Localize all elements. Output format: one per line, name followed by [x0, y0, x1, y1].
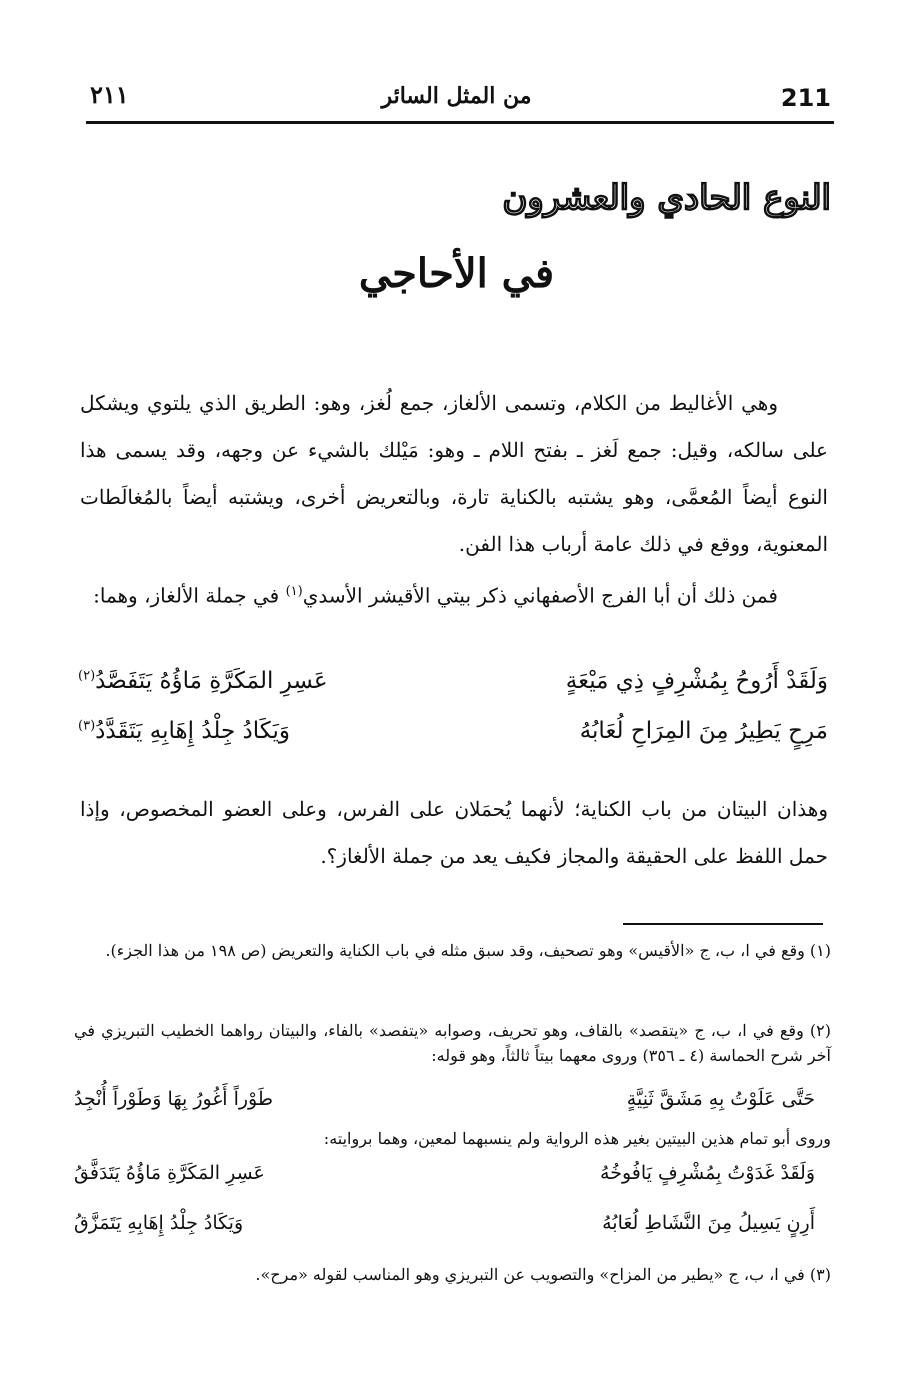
- footnote-1: (١) وقع في ا، ب، ج «الأقيس» وهو تصحيف، وقد سبق مثله في باب الكناية والتعريض (ص ١٩٨ من هذا الجزء).: [105, 941, 831, 960]
- verse-second-hemistich: [78, 668, 328, 694]
- paragraph-example-text-1: فمن ذلك أن أبا الفرج الأصفهاني ذكر بيتي الأقيشر الأسدي: [302, 583, 778, 608]
- verse-first-hemistich: حَتَّى عَلَوْتُ بِهِ مَشَقَّ ثَنِيَّةٍ: [626, 1088, 815, 1110]
- section-label: النوع الحادي والعشرون: [502, 178, 831, 218]
- footnote-verse-line: [74, 1212, 815, 1252]
- footnote-separator: [623, 923, 823, 925]
- footnote-marker-1: (١): [285, 584, 303, 599]
- verse-first-hemistich: أَرِنٍ يَسِيلُ مِنَ النَّشَاطِ لُعَابُهُ: [602, 1212, 815, 1234]
- footnote-verse-line: [74, 1088, 815, 1128]
- verse-second-hemistich: عَسِرِ المَكَرَّةِ مَاؤُهُ يَتَدَفَّقُ: [74, 1162, 265, 1184]
- chapter-title: في الأحاجي: [358, 250, 555, 297]
- page-number-latin: 211: [780, 84, 831, 112]
- paragraph-definition: وهي الأغاليط من الكلام، وتسمى الألغاز، جمع لُغز، وهو: الطريق الذي يلتوي ويشكل على سالكه، وقيل: جمع لَغز ـ بفتح اللام ـ وهو: مَيْلك بالشيء عن وجهه، وقد يسمى هذا النوع أيضاً المُعمَّى، وهو يشتبه بالكناية تارة، وبالتعريض أخرى، ويشتبه أيضاً بالمُغالَطات المعنوية، ووقع في ذلك عامة أرباب هذا الفن.: [80, 391, 828, 556]
- verse-first-hemistich: وَلَقَدْ أَرُوحُ بِمُشْرِفٍ ذِي مَيْعَةٍ: [565, 668, 828, 694]
- footnote-marker-3: (٣): [78, 718, 96, 734]
- page-number-arabic: ٢١١: [90, 80, 129, 109]
- footnote-3: (٣) في ا، ب، ج «يطير من المزاح» والتصويب عن التبريزي وهو المناسب لقوله «مرح».: [255, 1265, 831, 1284]
- verse-line: [78, 668, 828, 714]
- verse-text: عَسِرِ المَكَرَّةِ مَاؤُهُ يَتَفَصَّدُ: [95, 668, 328, 694]
- footnote-2-continuation: وروى أبو تمام هذين البيتين بغير هذه الرواية ولم ينسبهما لمعين، وهما بروايته:: [323, 1129, 831, 1148]
- paragraph-commentary: وهذان البيتان من باب الكناية؛ لأنهما يُحمَلان على الفرس، وعلى العضو المخصوص، وإذا حمل اللفظ على الحقيقة والمجاز فكيف يعد من جملة الألغاز؟.: [80, 797, 828, 868]
- footnote-marker-2: (٢): [78, 668, 96, 684]
- verse-text: وَيَكَادُ جِلْدُ إِهَابِهِ يَتَقَدَّدُ: [95, 718, 290, 744]
- paragraph-example: [80, 568, 828, 620]
- running-title: من المثل السائر: [381, 83, 532, 109]
- verse-first-hemistich: مَرِحٍ يَطِيرُ مِنَ المِرَاحِ لُعَابُهُ: [579, 718, 828, 744]
- verse-second-hemistich: طَوْراً أَغُورُ بِهَا وَطَوْراً أُنْجِدُ: [74, 1088, 273, 1110]
- verse-first-hemistich: وَلَقَدْ غَدَوْتُ بِمُشْرِفٍ يَافُوخُهُ: [600, 1162, 815, 1184]
- footnote-2: (٢) وقع في ا، ب، ج «يتقصد» بالقاف، وهو تحريف، وصوابه «يتفصد» بالفاء، والبيتان رواهما الخطيب التبريزي في آخر شرح الحماسة (٤ ـ ٣٥٦) وروى معهما بيتاً ثالثاً، وهو قوله:: [74, 1021, 831, 1065]
- verse-second-hemistich: وَيَكَادُ جِلْدُ إِهَابِهِ يَتَمَزَّقُ: [74, 1212, 244, 1234]
- verse-second-hemistich: [78, 718, 290, 744]
- verse-line: [78, 718, 828, 764]
- paragraph-example-text-2: في جملة الألغاز، وهما:: [93, 583, 286, 608]
- footnote-verse-line: [74, 1162, 815, 1202]
- header-rule: [86, 121, 834, 124]
